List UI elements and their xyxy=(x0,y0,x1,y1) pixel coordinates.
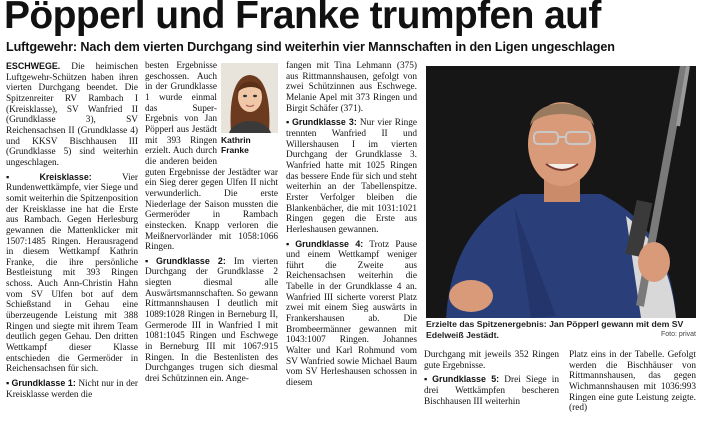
main-photo xyxy=(426,66,696,318)
kreisklasse-heading: Kreisklasse: xyxy=(39,171,92,182)
subheadline: Luftgewehr: Nach dem vierten Durchgang sind weiterhin vier Mannschaften in den Ligen ungeschlagen xyxy=(6,40,615,54)
grundklasse-2-heading: Grundklasse 2: xyxy=(156,255,226,266)
shooter-photo-image xyxy=(426,66,696,318)
grundklasse-3-heading: Grundklasse 3: xyxy=(292,117,357,128)
column-2-text-a: besten Ergebnisse geschossen. Auch in der Grundklasse 1 wurde einmal das Super-Ergebnis von Jan Pöpperl aus Jestädt mit 393 Ringen erzielt. Auch durch die anderen beiden guten Ergebnisse der Jestädter war ein Sieg derer gegen Ulfen II nicht verwunderlich. Die erste Niederlage der Saison mussten die Germeröder in Rambach einstecken. Knapp verloren die Meißnervorländer mit 1058:1066 Ringen. xyxy=(145,61,278,253)
grundklasse-4-heading: Grundklasse 4: xyxy=(295,238,364,249)
article-column-3 xyxy=(286,61,417,392)
intro-text: Die heimischen Luftgewehr-Schützen haben ihren vierten Durchgang beendet. Die Spitzenreiter RV Rambach I (Kreisklasse), SV Wanfried II (Grundklasse 3), SV Reichensachsen II (Grundklasse 4) und KKSV Bischhausen III (Grundklasse 5) sind weiterhin ungeschlagen. xyxy=(6,62,139,168)
column-3-text-a: fangen mit Tina Lehmann (375) aus Rittmannshausen, gefolgt von zwei Schützinnen aus Eschwege. Melanie Apel mit 373 Ringen und Birgit Schäfer (371). xyxy=(286,61,417,114)
photo-credit: Foto: privat xyxy=(660,331,696,338)
headline: Pöpperl und Franke trumpfen auf xyxy=(4,0,601,37)
kreisklasse-paragraph xyxy=(6,172,138,375)
grundklasse-4-paragraph xyxy=(286,239,417,389)
intro-paragraph xyxy=(6,61,138,169)
portrait-image xyxy=(221,63,278,133)
article-column-5 xyxy=(569,350,696,417)
grundklasse-5-text: Drei Siege in drei Wettkämpfen bescheren Bischhausen III weiterhin xyxy=(424,375,560,407)
grundklasse-2-text: Im vierten Durchgang der Grundklasse 2 siegten diesmal alle Auswärtsmannschaften. So gewann Rittmannshausen I deutlich mit 1089:1028 Ringen in Berneburg II, Germerode III in Wanfried I mit 1081:1045 Ringen und Eschwege in Berneburg III mit 1067:915 Ringen. In die Bestenlisten des Durchganges trugen sich diesmal drei Schützinnen ein. Ange- xyxy=(145,256,279,385)
grundklasse-3-paragraph xyxy=(286,117,417,235)
article-column-2 xyxy=(145,61,278,388)
grundklasse-1-heading: Grundklasse 1: xyxy=(11,378,76,389)
article-column-4 xyxy=(424,350,559,410)
dateline: ESCHWEGE. xyxy=(6,61,61,71)
grundklasse-1-text: Nicht nur in der Kreisklasse werden die xyxy=(6,379,138,400)
column-4-text-a: Durchgang mit jeweils 352 Ringen gute Ergebnisse. xyxy=(424,350,559,371)
portrait-caption: Kathrin Franke xyxy=(221,135,251,155)
column-5-text-a: Platz eins in der Tabelle. Gefolgt werden die Bischhäuser von Rittmannshausen, das gegen Wichmannshausen mit 1036:993 Ringen eine gute Leistung zeigte. (red) xyxy=(569,350,696,414)
portrait-photo xyxy=(221,63,278,133)
article-column-1 xyxy=(6,61,138,403)
main-photo-caption: Erzielte das Spitzenergebnis: Jan Pöpperl gewann mit dem SV Edelweiß Jestädt. xyxy=(426,319,684,340)
grundklasse-5-paragraph xyxy=(424,374,559,407)
grundklasse-3-text: Nur vier Ringe trennten Wanfried II und Willershausen I im vierten Durchgang der Grundklasse 3. Wanfried hatte mit 1025 Ringen das bessere Ende für sich und steht weiterhin an der Tabellenspitze. Erster Verfolger bleiben die Blankenbächer, die mit 1031:1021 Ringen gegen die Erste aus Herleshausen gewannen. xyxy=(286,118,418,235)
grundklasse-5-heading: Grundklasse 5: xyxy=(432,374,500,385)
grundklasse-4-text: Trotz Pause und einem Wettkampf weniger führt die Zweite aus Reichensachsen weiterhin die Tabelle in der Grundklasse 4 an. Wanfried III sicherte vorerst Platz zwei mit einem Sieg auswärts in Frankershausen ab. Die Brombeermänner gewannen mit 1043:1007 Ringen. Johannes Walter und Karl Rohmund vom SV Wanfried sowie Michael Baum vom SV Herleshausen schossen in diesem xyxy=(286,239,418,389)
grundklasse-1-paragraph xyxy=(6,378,138,400)
kreisklasse-text: Vier Rundenwettkämpfe, vier Siege und somit weiterhin die Spitzenposition der Kreisklasse ine hat die Erste aus Rambach. Gegen Herlesburg gewannen die Mattenklicker mit 1507:1485 Ringen. Herausragend in diesem Wettkampf Kathrin Franke, die ihre persönliche Bestleistung mit 393 Ringen schoss. Auch Ann-Christin Hahn vom SV Ulfen bot auf dem Schießstand in Gehau eine überzeugende Leistung mit 388 Ringen und siegte mit ihrem Team deutlich gegen Gehau. Den dritten Wettkampf dieser Klasse entschieden die Germeröder in Reichensachsen für sich. xyxy=(6,172,139,375)
column-2-text-block xyxy=(145,61,278,253)
grundklasse-2-paragraph xyxy=(145,256,278,385)
